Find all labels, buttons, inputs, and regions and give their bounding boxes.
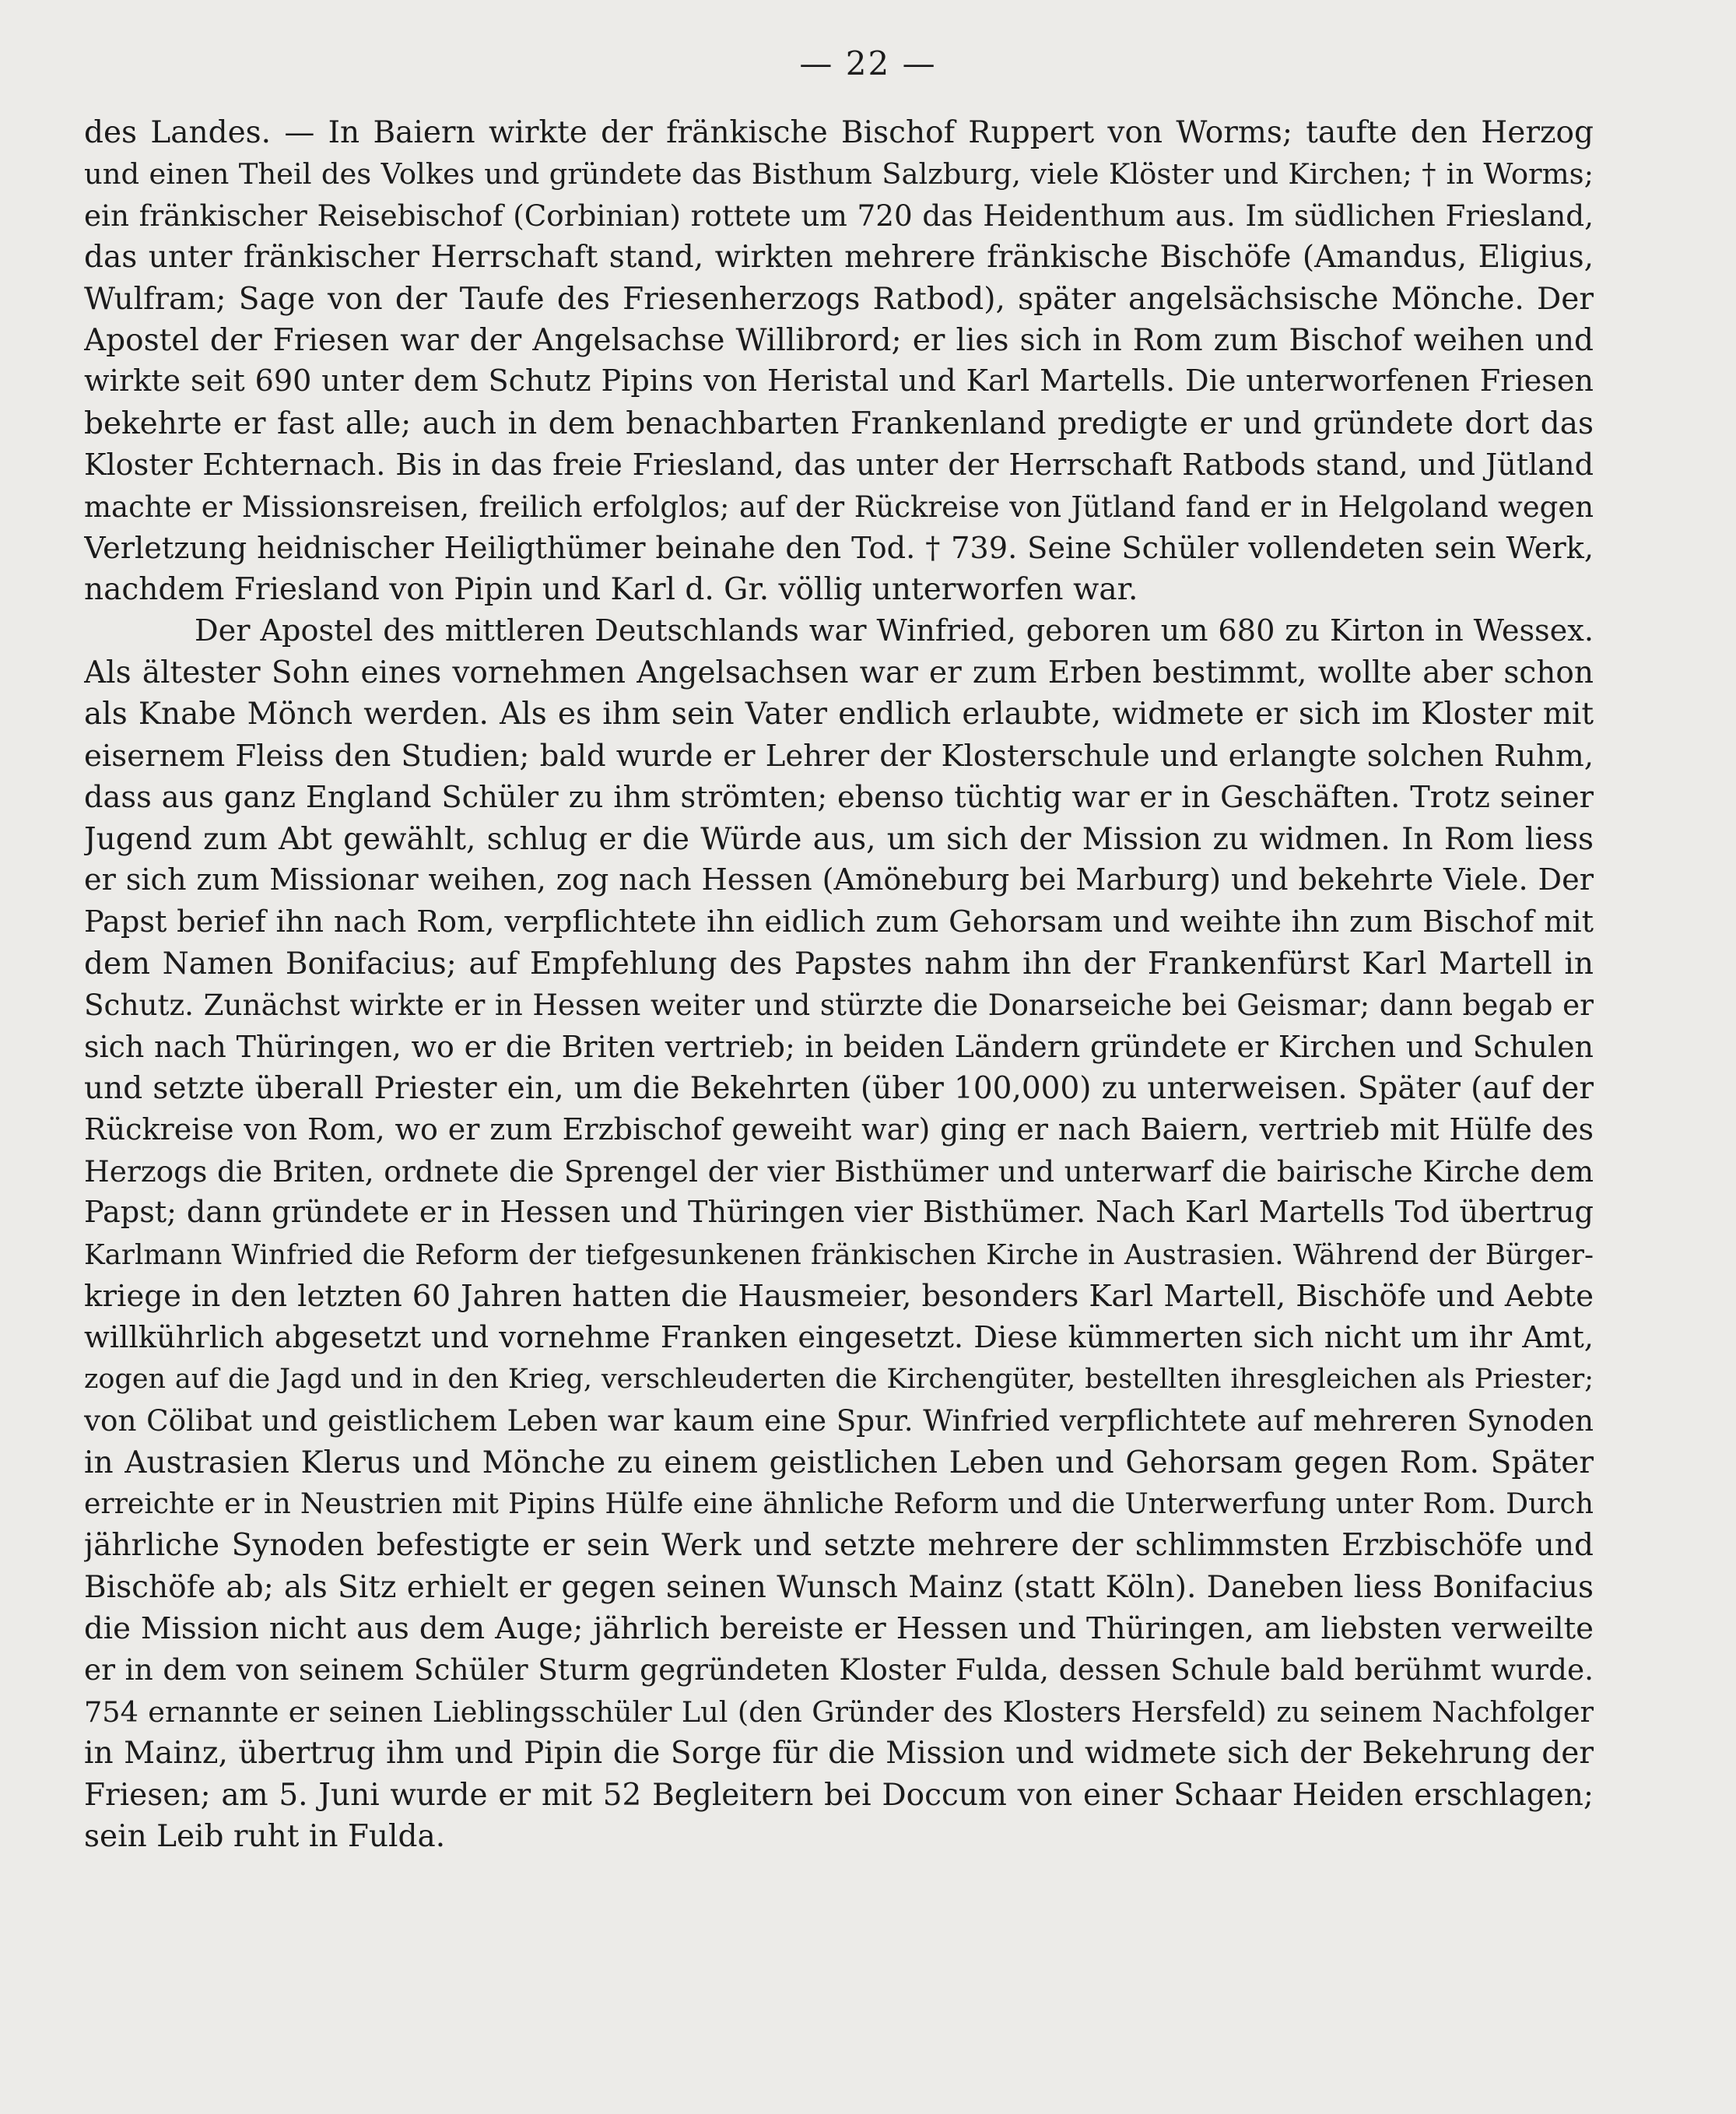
text-line: als Knabe Mönch werden. Als es ihm sein Vater endlich erlaubte, widmete er sich im Kloster mit (84, 697, 1594, 732)
text-line: das unter fränkischer Herrschaft stand, wirkten mehrere fränkische Bischöfe (Amandus, Eligius, (84, 240, 1594, 276)
text-line: des Landes. — In Baiern wirkte der fränkische Bischof Ruppert von Worms; taufte den Herzog (84, 115, 1594, 150)
text-line: eisernem Fleiss den Studien; bald wurde er Lehrer der Klosterschule und erlangte solchen Ruhm, (84, 738, 1594, 774)
text-line: willkührlich abgesetzt und vornehme Franken eingesetzt. Diese kümmerten sich nicht um ihr Amt, (84, 1320, 1594, 1356)
text-line: und setzte überall Priester ein, um die Bekehrten (über 100,000) zu unterweisen. Später (auf der (84, 1070, 1594, 1106)
text-line: zogen auf die Jagd und in den Krieg, verschleuderten die Kirchengüter, bestellten ihresgleichen als Priester; (84, 1363, 1594, 1395)
text-line: nachdem Friesland von Pipin und Karl d. Gr. völlig unterworfen war. (84, 572, 1138, 608)
text-line: Friesen; am 5. Juni wurde er mit 52 Begleitern bei Doccum von einer Schaar Heiden erschlagen; (84, 1777, 1594, 1813)
text-line: er in dem von seinem Schüler Sturm gegründeten Kloster Fulda, dessen Schule bald berühmt wurde. (84, 1652, 1594, 1687)
text-line: bekehrte er fast alle; auch in dem benachbarten Frankenland predigte er und gründete dort das (84, 406, 1594, 441)
text-line: dass aus ganz England Schüler zu ihm strömten; ebenso tüchtig war er in Geschäften. Trotz seiner (84, 780, 1594, 816)
text-line: erreichte er in Neustrien mit Pipins Hülfe eine ähnliche Reform und die Unterwerfung unter Rom. Durch (84, 1487, 1594, 1520)
page-number: — 22 — (799, 44, 937, 83)
text-line: Papst berief ihn nach Rom, verpflichtete ihn eidlich zum Gehorsam und weihte ihn zum Bischof mit (84, 904, 1594, 940)
text-line: sich nach Thüringen, wo er die Briten vertrieb; in beiden Ländern gründete er Kirchen und Schulen (84, 1029, 1594, 1064)
text-line: 754 ernannte er seinen Lieblingsschüler Lul (den Gründer des Klosters Hersfeld) zu seinem Nachfolger (84, 1694, 1594, 1729)
text-line: Schutz. Zunächst wirkte er in Hessen weiter und stürzte die Donarseiche bei Geismar; dann begab er (84, 988, 1594, 1023)
text-line: die Mission nicht aus dem Auge; jährlich bereiste er Hessen und Thüringen, am liebsten verweilte (84, 1611, 1594, 1647)
text-line: in Mainz, übertrug ihm und Pipin die Sorge für die Mission und widmete sich der Bekehrung der (84, 1736, 1594, 1772)
text-line: Als ältester Sohn eines vornehmen Angelsachsen war er zum Erben bestimmt, wollte aber schon (84, 655, 1594, 691)
text-line: Verletzung heidnischer Heiligthümer beinahe den Tod. † 739. Seine Schüler vollendeten sein Werk, (84, 530, 1594, 566)
text-line: von Cölibat und geistlichem Leben war kaum eine Spur. Winfried verpflichtete auf mehreren Synoden (84, 1403, 1594, 1438)
paragraph-1 (84, 112, 1594, 611)
text-line: Rückreise von Rom, wo er zum Erzbischof geweiht war) ging er nach Baiern, vertrieb mit Hülfe des (84, 1112, 1594, 1147)
body-text (84, 112, 1594, 1857)
text-line: jährliche Synoden befestigte er sein Werk und setzte mehrere der schlimmsten Erzbischöfe und (84, 1528, 1594, 1564)
text-line: dem Namen Bonifacius; auf Empfehlung des Papstes nahm ihn der Frankenfürst Karl Martell in (84, 946, 1594, 982)
text-line: er sich zum Missionar weihen, zog nach Hessen (Amöneburg bei Marburg) und bekehrte Viele. Der (84, 863, 1594, 898)
text-line: Kloster Echternach. Bis in das freie Friesland, das unter der Herrschaft Ratbods stand, und Jütland (84, 448, 1594, 483)
text-line: Wulfram; Sage von der Taufe des Friesenherzogs Ratbod), später angelsächsische Mönche. Der (84, 281, 1594, 317)
text-line: Papst; dann gründete er in Hessen und Thüringen vier Bisthümer. Nach Karl Martells Tod übertrug (84, 1196, 1594, 1231)
text-line: sein Leib ruht in Fulda. (84, 1819, 446, 1855)
text-line: kriege in den letzten 60 Jahren hatten die Hausmeier, besonders Karl Martell, Bischöfe und Aebte (84, 1278, 1594, 1314)
text-line: Jugend zum Abt gewählt, schlug er die Würde aus, um sich der Mission zu widmen. In Rom liess (84, 821, 1594, 857)
text-line: machte er Missionsreisen, freilich erfolglos; auf der Rückreise von Jütland fand er in Helgoland wegen (84, 490, 1594, 524)
text-line: Apostel der Friesen war der Angelsachse Willibrord; er lies sich in Rom zum Bischof weihen und (84, 322, 1594, 358)
text-line: ein fränkischer Reisebischof (Corbinian) rottete um 720 das Heidenthum aus. Im südlichen Friesland, (84, 198, 1594, 233)
text-line: Karlmann Winfried die Reform der tiefgesunkenen fränkischen Kirche in Austrasien. Während der Bürger- (84, 1238, 1594, 1271)
text-line: wirkte seit 690 unter dem Schutz Pipins von Heristal und Karl Martells. Die unterworfenen Friesen (84, 364, 1594, 399)
text-line: in Austrasien Klerus und Mönche zu einem geistlichen Leben und Gehorsam gegen Rom. Später (84, 1445, 1594, 1480)
text-line: Herzogs die Briten, ordnete die Sprengel der vier Bisthümer und unterwarf die bairische Kirche dem (84, 1154, 1594, 1189)
text-line: Der Apostel des mittleren Deutschlands war Winfried, geboren um 680 zu Kirton in Wessex. (195, 613, 1594, 648)
text-line: und einen Theil des Volkes und gründete das Bisthum Salzburg, viele Klöster und Kirchen; † in Worms; (84, 157, 1594, 191)
text-line: Bischöfe ab; als Sitz erhielt er gegen seinen Wunsch Mainz (statt Köln). Daneben liess Bonifacius (84, 1569, 1594, 1605)
paragraph-2 (84, 611, 1594, 1858)
